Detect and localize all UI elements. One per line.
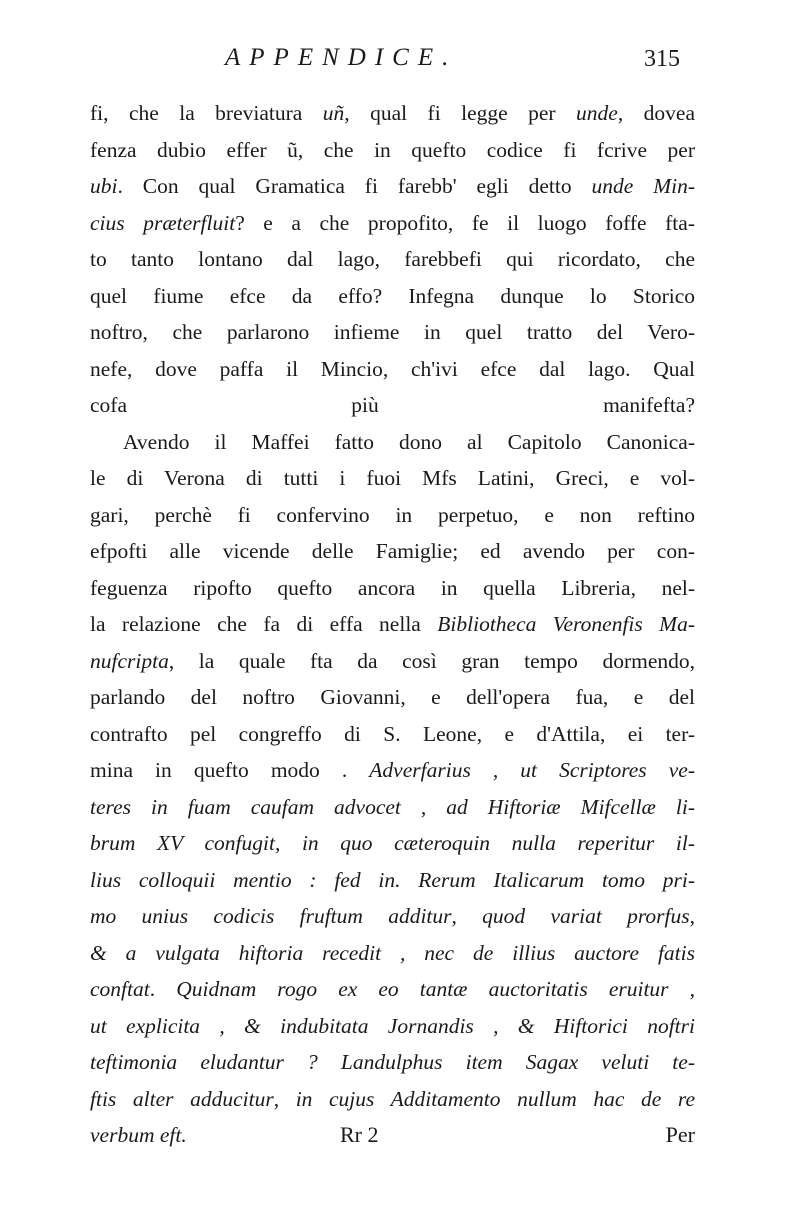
catchword: Per (665, 1122, 695, 1147)
italic-run: ftis alter adducitur (90, 1086, 274, 1111)
text-line (90, 570, 695, 607)
text-line (90, 935, 695, 972)
text-line (90, 971, 695, 1008)
italic-run: ut explicita , & indubitata Jornandis , & Hiftorici noftri (90, 1013, 695, 1038)
text-line (90, 95, 695, 132)
page-number: 315 (644, 46, 680, 72)
text-line (90, 825, 695, 862)
text-line (90, 205, 695, 242)
italic-run: quod variat prorfus (482, 904, 690, 928)
text-line (90, 679, 695, 716)
italic-run: cius præterfluit (90, 210, 236, 235)
text-line (90, 862, 695, 899)
italic-run: lius colloquii mentio : fed in. Rerum Italicarum tomo pri- (90, 867, 695, 892)
text-line (90, 460, 695, 497)
text-run: le di Verona di tutti i fuoi Mfs Latini, Greci, e vol- (90, 466, 695, 490)
italic-run: Quidnam rogo ex eo tantæ auctoritatis eruitur , (176, 977, 695, 1001)
body-text (90, 95, 695, 1154)
text-run: , dovea (617, 101, 695, 125)
text-line (90, 132, 695, 169)
text-run: to tanto lontano dal lago, farebbefi qui ricordato, che (90, 247, 695, 271)
text-line (90, 1044, 695, 1081)
text-line (90, 752, 695, 789)
italic-run: in cujus Additamento nullum hac de re (295, 1086, 695, 1111)
text-run: fenza dubio effer ũ, che in quefto codice fi fcrive per (90, 137, 695, 162)
text-line (90, 241, 695, 278)
running-head (90, 44, 690, 84)
text-run: nefe, dove paffa il Mincio, ch'ivi efce dal lago. Qual (90, 356, 695, 381)
italic-run: conftat (90, 977, 150, 1001)
text-run: . Con qual Gramatica fi farebb' egli detto (117, 174, 592, 198)
text-run: cofa più manifefta? (90, 393, 695, 417)
text-line (90, 716, 695, 753)
final-line-text: verbum eft. (90, 1123, 187, 1147)
text-line (90, 424, 695, 461)
italic-run: ubi (90, 174, 118, 198)
text-run: , qual fi legge per (344, 101, 577, 125)
text-run: , la quale fta da così gran tempo dormendo, (168, 648, 695, 673)
italic-run: mo unius codicis fruftum additur (90, 904, 452, 928)
text-run: , (273, 1086, 296, 1111)
text-run: , (274, 831, 302, 855)
italic-run: nufcripta (90, 648, 169, 673)
italic-run: brum XV confugit (90, 831, 275, 855)
text-run: , (451, 904, 483, 928)
text-line (90, 533, 695, 570)
text-line (90, 387, 695, 424)
text-run: Avendo il Maffei fatto dono al Capitolo Canonica- (123, 429, 695, 454)
text-run: contrafto pel congreffo di S. Leone, e d'Attila, ei ter- (90, 721, 695, 746)
italic-run: unde Min- (591, 174, 695, 198)
text-run: , (689, 904, 695, 928)
text-line (90, 1008, 695, 1045)
text-line (90, 898, 695, 935)
text-run: feguenza ripofto quefto ancora in quella Libreria, nel- (90, 575, 695, 600)
text-line (90, 314, 695, 351)
italic-run: unde (576, 101, 618, 125)
text-line (90, 606, 695, 643)
text-run: fi, che la breviatura (90, 101, 323, 125)
text-run: la relazione che fa di effa nella (90, 612, 438, 636)
italic-run: & a vulgata hiftoria recedit , nec de illius auctore fatis (90, 940, 695, 965)
text-run: . (149, 977, 177, 1001)
italic-run: teres in fuam caufam advocet , ad Hiftoriæ Mifcellæ li- (90, 794, 695, 819)
text-line (90, 643, 695, 680)
italic-run: uñ (322, 101, 345, 125)
text-run: noftro, che parlarono infieme in quel tratto del Vero- (90, 320, 695, 344)
italic-run: Adverfarius , ut Scriptores ve- (369, 758, 695, 782)
text-run: quel fiume efce da effo? Infegna dunque lo Storico (90, 283, 695, 308)
text-run: mina in quefto modo . (90, 758, 370, 782)
running-head-title: APPENDICE. (225, 44, 458, 71)
text-run: parlando del noftro Giovanni, e dell'opera fua, e del (90, 685, 695, 709)
italic-run: in quo cæteroquin nulla reperitur il- (301, 831, 695, 855)
final-line (90, 1117, 695, 1154)
text-run: efpofti alle vicende delle Famiglie; ed avendo per con- (90, 539, 695, 563)
text-line (90, 497, 695, 534)
italic-run: teftimonia eludantur ? Landulphus item Sagax veluti te- (90, 1050, 695, 1074)
text-line (90, 1081, 695, 1118)
text-run: gari, perchè fi confervino in perpetuo, e non reftino (90, 502, 695, 527)
text-line (90, 789, 695, 826)
text-run: ? e a che propofito, fe il luogo foffe fta- (235, 210, 695, 235)
text-line (90, 351, 695, 388)
signature-mark: Rr 2 (340, 1122, 379, 1147)
text-line (90, 168, 695, 205)
italic-run: Bibliotheca Veronenfis Ma- (437, 612, 695, 636)
text-line (90, 278, 695, 315)
